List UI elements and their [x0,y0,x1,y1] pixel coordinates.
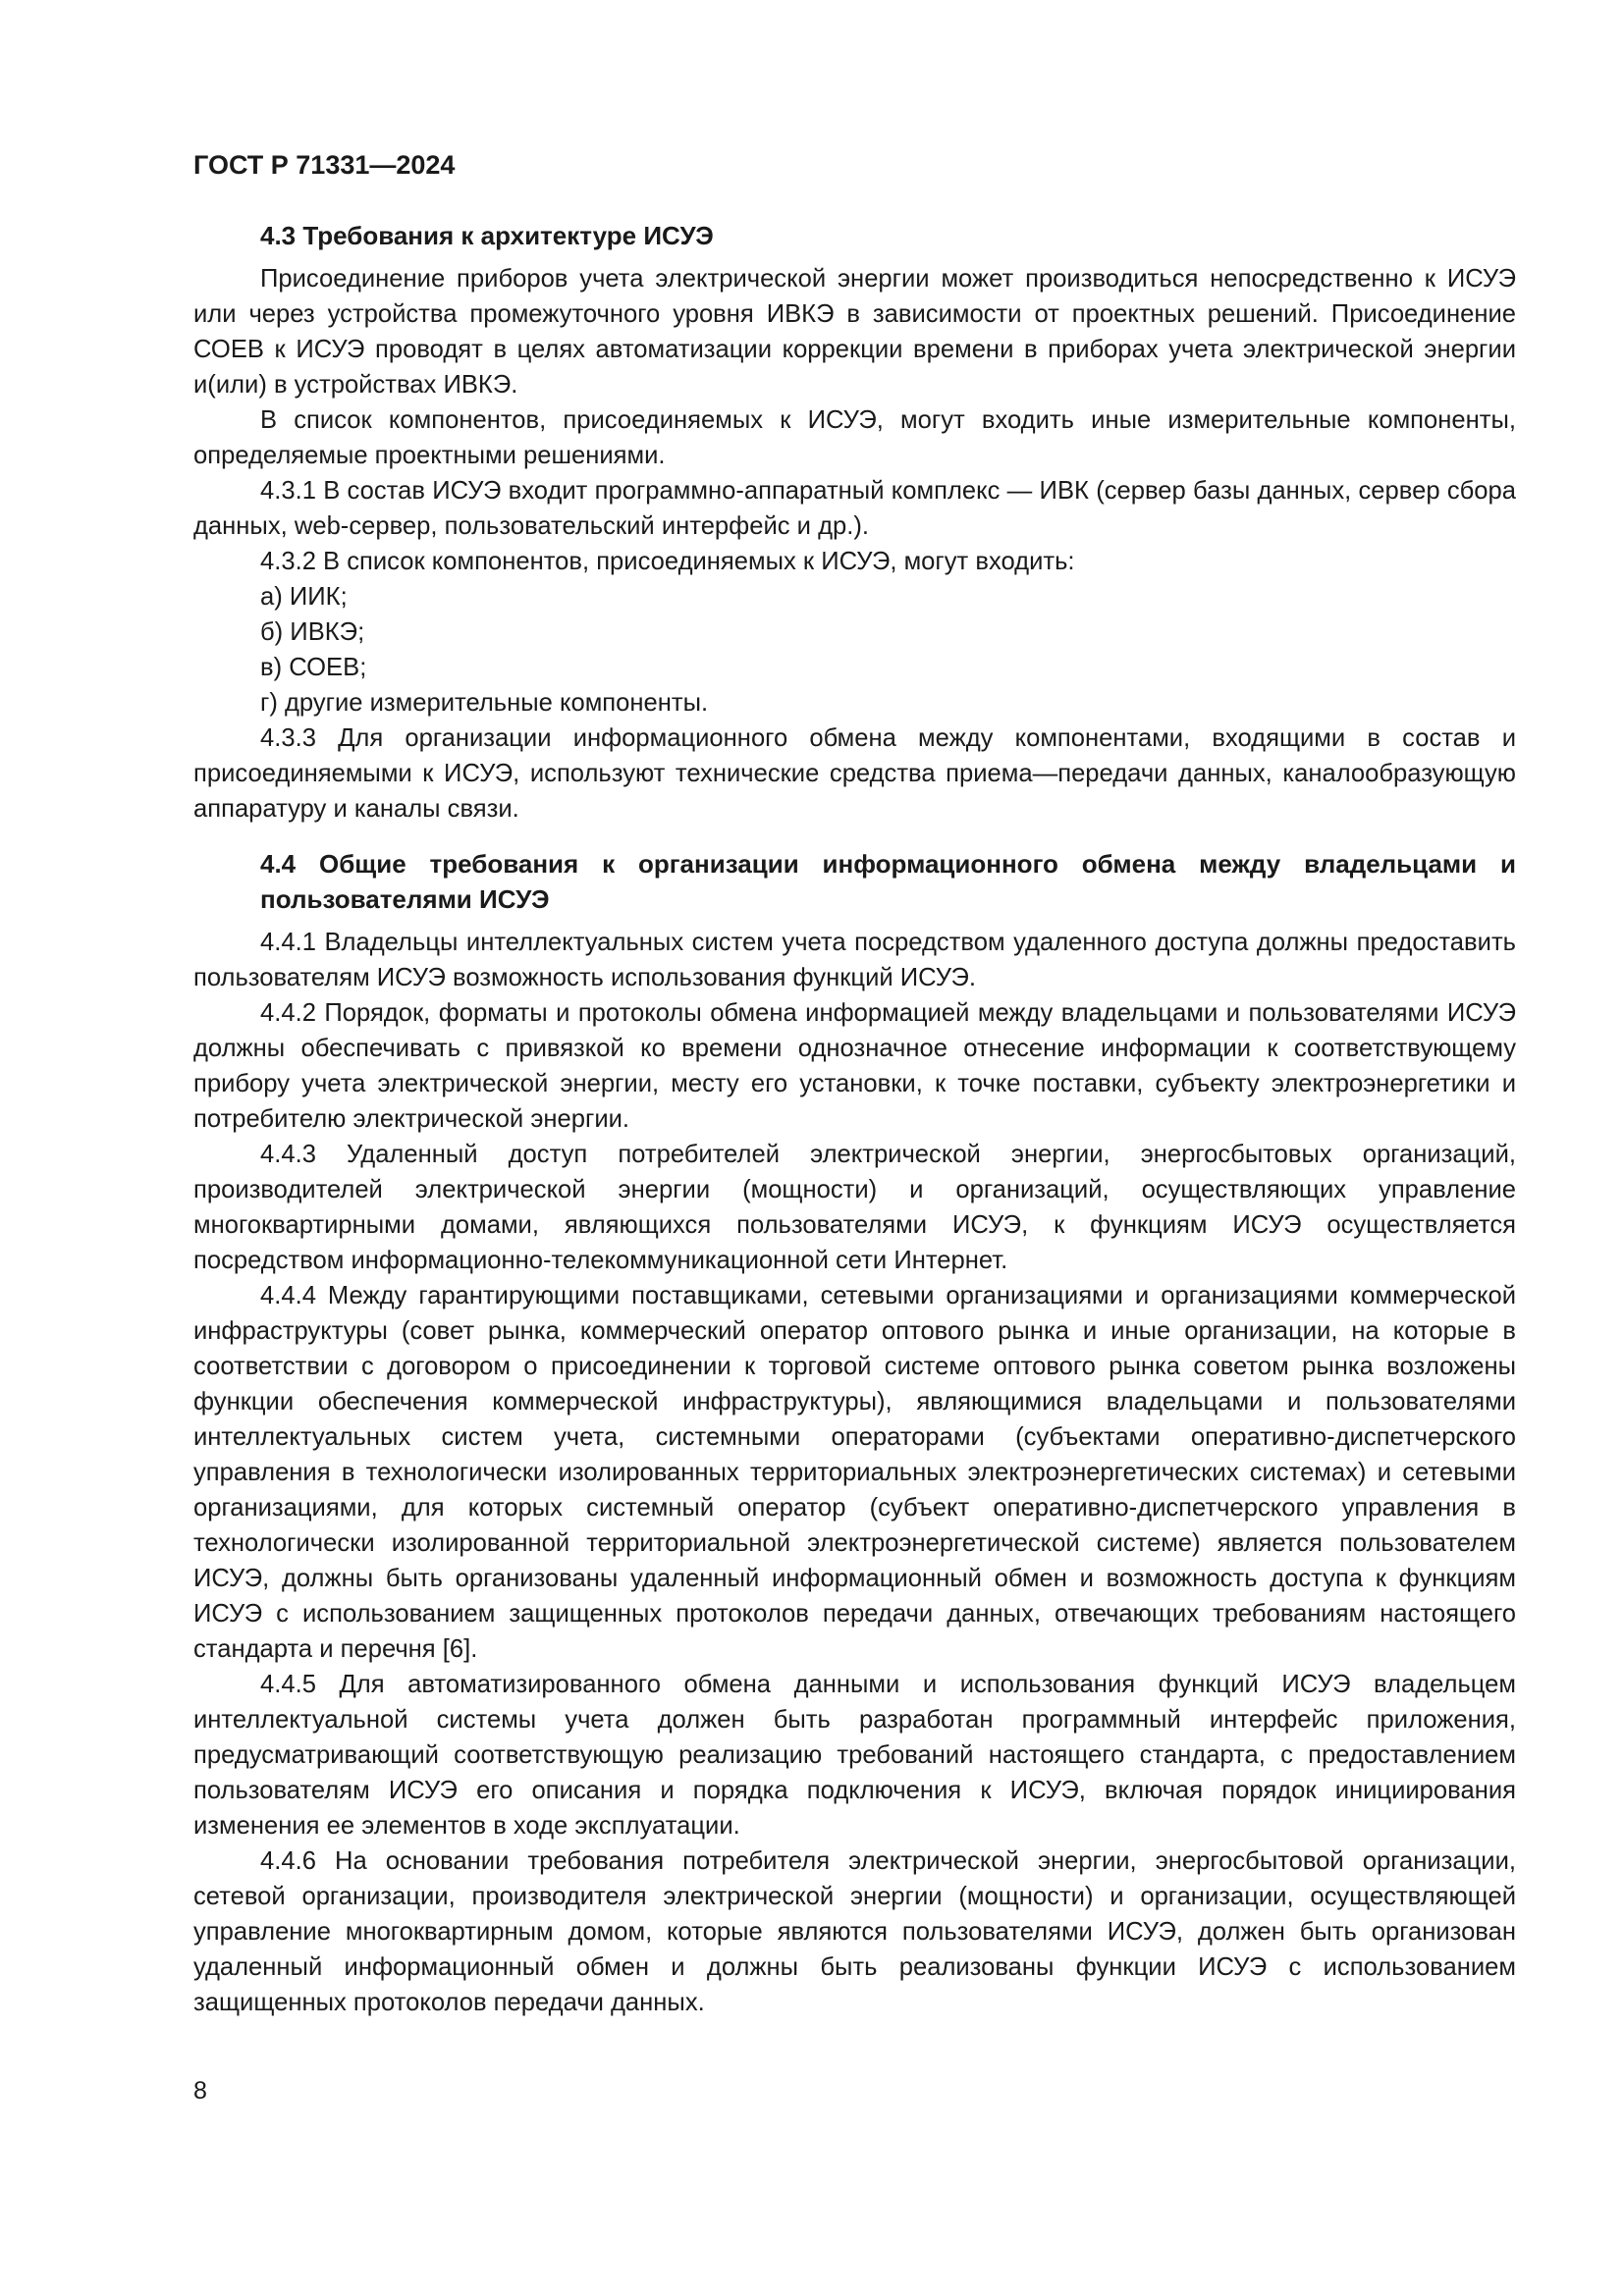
clause-4-3-1: 4.3.1 В состав ИСУЭ входит программно-аппаратный комплекс — ИВК (сервер базы данных, сервер сбора данных, web-сервер, пользовательский интерфейс и др.). [193,477,1516,540]
page-number: 8 [193,2077,207,2105]
document-code-header: ГОСТ Р 71331—2024 [193,150,456,180]
list-item-a: а) ИИК; [260,583,348,611]
clause-4-3-3: 4.3.3 Для организации информационного обмена между компонентами, входящими в состав и присоединяемыми к ИСУЭ, используют технические средства приема—передачи данных, каналообразующую аппаратуру и каналы связи. [193,724,1516,823]
clause-4-4-4: 4.4.4 Между гарантирующими поставщиками, сетевыми организациями и организациями коммерческой инфраструктуры (совет рынка, коммерческий оператор оптового рынка и иные организации, на которые в соответствии с договором о присоединении к торговой системе оптового рынка советом рынка возложены функции обеспечения коммерческой инфраструктуры), являющимися владельцами и пользователями интеллектуальных систем учета, системными операторами (субъектами оперативно-диспетчерского управления в технологически изолированных территориальных электроэнергетических системах) и сетевыми организациями, для которых системный оператор (субъект оперативно-диспетчерского управления в технологически изолированной территориальной электроэнергетической системе) является пользователем ИСУЭ, должны быть организованы удаленный информационный обмен и возможность доступа к функциям ИСУЭ с использованием защищенных протоколов передачи данных, отвечающих требованиям настоящего стандарта и перечня [6]. [193,1282,1516,1663]
section-4-3-title: 4.3 Требования к архитектуре ИСУЭ [260,221,714,250]
clause-4-4-6: 4.4.6 На основании требования потребителя электрической энергии, энергосбытовой организации, сетевой организации, производителя электрической энергии (мощности) и организации, осуществляющей управление многоквартирным домом, которые являются пользователями ИСУЭ, должен быть организован удаленный информационный обмен и должны быть реализованы функции ИСУЭ с использованием защищенных протоколов передачи данных. [193,1847,1516,2016]
clause-4-3-2: 4.3.2 В список компонентов, присоединяемых к ИСУЭ, могут входить: [260,548,1075,575]
clause-4-4-2: 4.4.2 Порядок, форматы и протоколы обмена информацией между владельцами и пользователями ИСУЭ должны обеспечивать с привязкой ко времени однозначное отнесение информации к соответствующему прибору учета электрической энергии, месту его установки, к точке поставки, субъекту электроэнергетики и потребителю электрической энергии. [193,999,1516,1133]
list-item-v: в) СОЕВ; [260,654,367,681]
document-page [193,147,1516,2020]
clause-4-4-5: 4.4.5 Для автоматизированного обмена данными и использования функций ИСУЭ владельцем интеллектуальной системы учета должен быть разработан программный интерфейс приложения, предусматривающий соответствующую реализацию требований настоящего стандарта, с предоставлением пользователям ИСУЭ его описания и порядка подключения к ИСУЭ, включая порядок инициирования изменения ее элементов в ходе эксплуатации. [193,1671,1516,1840]
clause-4-4-1: 4.4.1 Владельцы интеллектуальных систем учета посредством удаленного доступа должны предоставить пользователям ИСУЭ возможность использования функций ИСУЭ. [193,929,1516,991]
section-4-3-paragraph-2: В список компонентов, присоединяемых к ИСУЭ, могут входить иные измерительные компоненты, определяемые проектными решениями. [193,406,1516,469]
clause-4-4-3: 4.4.3 Удаленный доступ потребителей электрической энергии, энергосбытовых организаций, производителей электрической энергии (мощности) и организаций, осуществляющих управление многоквартирными домами, являющихся пользователями ИСУЭ, к функциям ИСУЭ осуществляется посредством информационно-телекоммуникационной сети Интернет. [193,1141,1516,1274]
section-4-4-title: 4.4 Общие требования к организации информационного обмена между владельцами и пользователями ИСУЭ [260,849,1516,914]
section-4-3-paragraph-1: Присоединение приборов учета электрической энергии может производиться непосредственно к ИСУЭ или через устройства промежуточного уровня ИВКЭ в зависимости от проектных решений. Присоединение СОЕВ к ИСУЭ проводят в целях автоматизации коррекции времени в приборах учета электрической энергии и(или) в устройствах ИВКЭ. [193,265,1516,399]
list-item-b: б) ИВКЭ; [260,618,365,646]
list-item-g: г) другие измерительные компоненты. [260,689,709,717]
